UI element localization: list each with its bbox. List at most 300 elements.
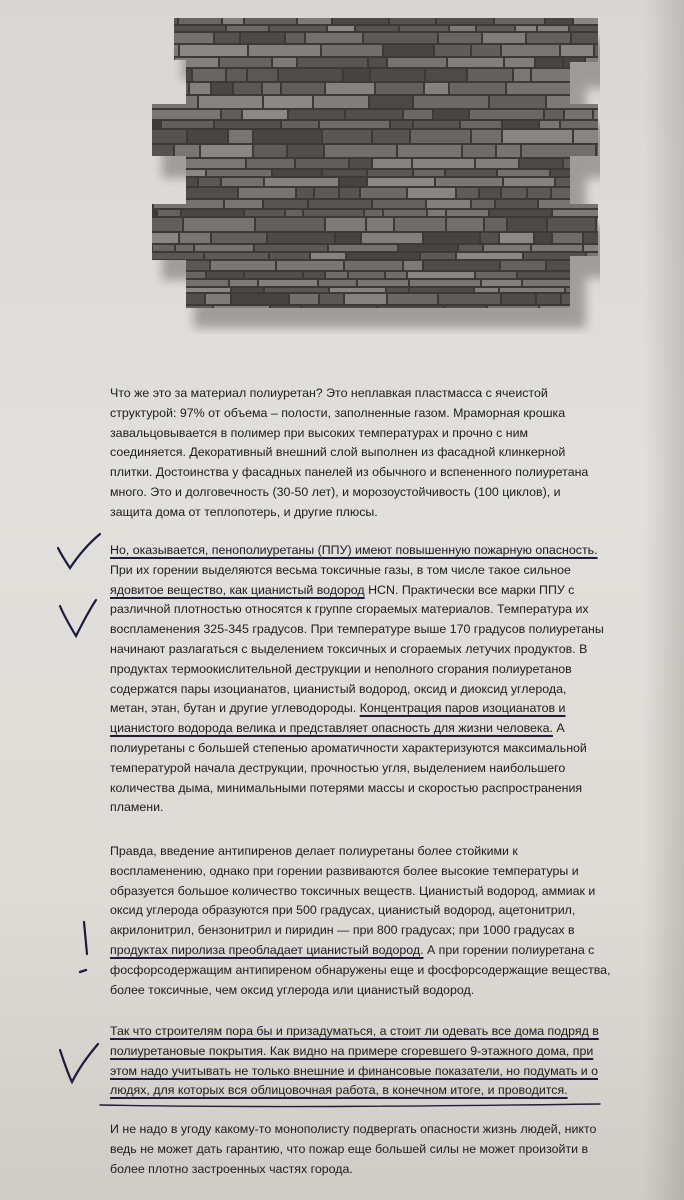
- stone-brick: [500, 233, 533, 243]
- stone-brick: [193, 69, 225, 81]
- stone-brick: [476, 159, 518, 168]
- paragraph-2: [110, 541, 630, 818]
- stone-brick: [365, 210, 382, 216]
- text-line-partial-underline: цианистого водорода велика и представляет опасность для жизни человека. А: [110, 721, 565, 736]
- stone-brick: [212, 83, 232, 94]
- stone-brick: [485, 218, 506, 231]
- stone-brick: [207, 272, 243, 278]
- stone-brick: [184, 218, 254, 231]
- stone-brick: [561, 121, 600, 128]
- stone-brick: [152, 145, 173, 157]
- text-line: плитки. Достоинства у фасадных панелей из обычного и вспененного полиуретана: [110, 465, 589, 480]
- stone-brick: [399, 245, 457, 251]
- stone-brick: [391, 121, 412, 128]
- stone-brick: [156, 288, 230, 292]
- stone-brick: [349, 272, 384, 278]
- stone-brick: [146, 45, 178, 56]
- stone-brick: [207, 170, 271, 176]
- stone-brick: [387, 288, 408, 292]
- stone-brick: [536, 58, 562, 67]
- text-line: воспламенения 325-345 градусов. При температуре выше 170 градусов полиуретаны: [110, 622, 604, 637]
- stone-brick: [174, 280, 228, 286]
- stone-brick: [516, 26, 536, 31]
- text-line-partial-underline: метан, этан, бутан и другие углеводороды. Концентрация паров изоцианатов и: [110, 701, 566, 716]
- stone-brick: [395, 218, 445, 231]
- text-line: образуется большое количество токсичных веществ. Цианистый водород, аммиак и: [110, 883, 596, 898]
- stone-brick: [273, 58, 296, 67]
- stone-brick: [457, 253, 522, 259]
- stone-brick: [320, 121, 389, 128]
- stone-brick: [180, 233, 210, 243]
- stone-brick: [388, 294, 437, 304]
- stone-brick: [145, 294, 204, 304]
- stone-brick: [270, 253, 309, 259]
- stone-brick: [151, 188, 184, 198]
- stone-brick: [414, 96, 488, 108]
- stone-brick: [215, 33, 239, 43]
- stone-brick: [320, 294, 343, 304]
- stone-brick: [199, 178, 220, 186]
- stone-brick: [215, 121, 280, 128]
- stone-brick: [373, 200, 425, 208]
- stone-brick: [247, 159, 294, 168]
- stone-brick: [500, 288, 564, 292]
- stone-brick: [277, 261, 343, 270]
- stone-brick: [404, 261, 422, 270]
- stone-brick: [152, 26, 225, 31]
- stone-brick: [256, 218, 324, 231]
- stone-brick: [234, 83, 261, 94]
- text-line: много. Это и долговечность (30-50 лет), и морозоустойчивость (100 циклов), и: [110, 484, 561, 499]
- stone-brick: [333, 16, 388, 24]
- stone-brick: [154, 200, 223, 208]
- stone-brick: [413, 159, 474, 168]
- text-line-underlined: людях, для которых вся облицовочная работа, в конечном итоге, и проводится.: [110, 1083, 568, 1098]
- stone-brick: [426, 69, 466, 81]
- stone-brick: [222, 178, 263, 186]
- stone-brick: [404, 110, 432, 119]
- stone-brick: [286, 210, 302, 216]
- stone-brick: [323, 170, 366, 176]
- stone-brick: [388, 58, 446, 67]
- stone-brick: [225, 200, 262, 208]
- stone-brick: [503, 121, 538, 128]
- stone-brick: [502, 294, 535, 304]
- text-line: ведь не может дать гарантию, что пожар еще большей силы не может произойти в: [110, 1141, 589, 1156]
- stone-brick: [390, 16, 435, 24]
- stone-brick: [540, 121, 559, 128]
- stone-brick: [153, 245, 174, 251]
- stone-brick: [434, 110, 468, 119]
- text-line: Правда, введение антипиренов делает полиуретаны более стойкими к: [110, 844, 518, 858]
- stone-brick: [206, 294, 230, 304]
- stone-brick: [345, 294, 386, 304]
- stone-brick: [535, 233, 551, 243]
- stone-brick: [539, 200, 600, 208]
- stone-brick: [259, 280, 317, 286]
- stone-brick: [211, 261, 275, 270]
- stone-brick: [356, 26, 398, 31]
- stone-brick: [548, 218, 595, 231]
- stone-brick: [561, 45, 593, 56]
- stone-brick: [502, 188, 526, 198]
- stone-brick: [297, 188, 313, 198]
- stone-brick: [152, 96, 197, 108]
- stone-brick: [414, 170, 444, 176]
- stone-brick: [340, 178, 366, 186]
- stone-brick: [241, 33, 284, 43]
- stone-brick: [408, 272, 474, 278]
- stone-brick: [298, 58, 367, 67]
- text-line: начинают разлагаться с выделением токсичных и сгораемых летучих продуктов. В: [110, 641, 588, 656]
- stone-brick: [468, 69, 512, 81]
- stone-brick: [498, 170, 549, 176]
- stone-brick: [222, 110, 241, 119]
- stone-brick: [570, 26, 600, 31]
- stone-brick: [427, 200, 470, 208]
- stone-brick: [188, 130, 227, 143]
- stone-brick: [158, 210, 180, 216]
- stone-brick: [472, 200, 494, 208]
- stone-brick: [502, 45, 559, 56]
- stone-brick: [457, 188, 478, 198]
- stone-brick: [537, 294, 560, 304]
- stone-brick: [362, 233, 422, 243]
- stone-brick: [248, 69, 277, 81]
- stone-brick: [245, 272, 302, 278]
- stone-brick: [574, 16, 600, 24]
- stone-brick: [323, 130, 371, 143]
- stone-brick: [504, 178, 554, 186]
- stone-brick: [507, 83, 577, 94]
- stone-brick: [264, 96, 312, 108]
- stone-brick: [223, 16, 243, 24]
- stone-brick: [384, 210, 426, 216]
- text-line: соединяется. Декоративный внешний слой выполнен из фасадной клинкерной: [110, 445, 566, 460]
- stone-brick: [175, 58, 218, 67]
- paragraph-1: [110, 384, 630, 523]
- stone-brick: [437, 16, 493, 24]
- stone-brick: [368, 170, 412, 176]
- stone-brick: [180, 45, 247, 56]
- stone-brick: [148, 218, 182, 231]
- stone-brick: [311, 253, 345, 259]
- text-line: защита дома от теплопотерь, и другие плюсы.: [110, 504, 378, 519]
- stone-brick: [373, 159, 411, 168]
- stone-brick: [436, 178, 502, 186]
- paragraph-5: [110, 1120, 630, 1179]
- stone-brick: [152, 33, 213, 43]
- stone-brick: [282, 121, 318, 128]
- text-line-underlined: полиуретановые покрытия. Как видно на примере сгоревшего 9-этажного дома, при: [110, 1043, 594, 1058]
- stone-brick: [330, 288, 385, 292]
- stone-brick: [144, 178, 197, 186]
- stone-brick: [249, 45, 320, 56]
- stone-brick: [364, 33, 437, 43]
- stone-brick: [182, 210, 243, 216]
- stone-brick: [361, 188, 406, 198]
- stone-brick: [528, 188, 550, 198]
- stone-brick: [227, 69, 246, 81]
- text-line: содержатся пары изоцианатов, цианистый водород, оксид и диоксид углерода,: [110, 681, 567, 696]
- text-line: акрилонитрил, бензонитрил и пиридин — при 800 градусах; при 1000 градусах в: [110, 923, 575, 938]
- stone-panel-image: [130, 14, 600, 334]
- stone-brick: [546, 16, 572, 24]
- stone-brick: [584, 280, 600, 286]
- text-line: При их горении выделяются весьма токсичные газы, в том числе такое сильное: [110, 562, 571, 577]
- stone-brick: [232, 294, 288, 304]
- stone-brick: [424, 233, 479, 243]
- stone-brick: [186, 188, 237, 198]
- stone-brick: [495, 16, 544, 24]
- stone-brick: [476, 272, 516, 278]
- stone-brick: [384, 45, 433, 56]
- stone-brick: [367, 218, 393, 231]
- stone-brick: [336, 233, 360, 243]
- stone-brick: [282, 83, 324, 94]
- stone-brick: [373, 130, 409, 143]
- text-line: температурой начала деструкции, прочностью угля, выделением наибольшего: [110, 760, 566, 775]
- stone-brick: [243, 110, 287, 119]
- stone-brick: [482, 280, 521, 286]
- stone-brick: [508, 218, 546, 231]
- stone-brick: [270, 26, 326, 31]
- stone-brick: [230, 280, 257, 286]
- stone-brick: [263, 83, 280, 94]
- text-line: завальцовывается в полимер при высоких температурах и прочно с ним: [110, 425, 529, 440]
- stone-brick: [483, 33, 525, 43]
- stone-brick: [290, 294, 318, 304]
- stone-brick: [326, 83, 374, 94]
- stone-brick: [368, 178, 434, 186]
- stone-brick: [565, 110, 592, 119]
- stone-brick: [245, 16, 296, 24]
- stone-brick: [319, 280, 356, 286]
- stone-brick: [273, 170, 321, 176]
- stone-brick: [326, 272, 347, 278]
- stone-brick: [421, 253, 455, 259]
- stone-brick: [448, 58, 503, 67]
- text-line: более плотно застроенных частях города.: [110, 1161, 353, 1176]
- stone-brick: [532, 69, 575, 81]
- text-line: более токсичные, чем оксид углерода или цианистый водород.: [110, 982, 475, 997]
- paragraph-3: [110, 842, 630, 1000]
- stone-brick: [490, 96, 545, 108]
- stone-brick: [265, 288, 328, 292]
- stone-brick: [155, 16, 177, 24]
- stone-brick: [584, 233, 600, 243]
- stone-brick: [527, 33, 570, 43]
- stone-brick: [199, 96, 262, 108]
- page-shadow: [644, 0, 684, 1200]
- stone-brick: [501, 261, 545, 270]
- stone-brick: [450, 83, 505, 94]
- stone-brick: [532, 245, 582, 251]
- text-line: продуктах термоокислительной деструкции и неполного сгорания полиуретанов: [110, 661, 572, 676]
- stone-brick: [344, 69, 369, 81]
- stone-brick: [400, 26, 448, 31]
- stone-brick: [322, 45, 382, 56]
- stone-brick: [227, 26, 268, 31]
- stone-brick: [315, 188, 338, 198]
- stone-brick: [347, 253, 419, 259]
- text-line: структурой: 97% от объема – полости, заполненные газом. Мраморная крошка: [110, 405, 566, 420]
- stone-brick: [447, 210, 488, 216]
- stone-brick: [369, 58, 386, 67]
- stone-brick: [346, 110, 402, 119]
- stone-brick: [411, 130, 470, 143]
- stone-brick: [463, 145, 495, 157]
- stone-brick: [470, 110, 543, 119]
- stone-brick: [425, 83, 448, 94]
- stone-brick: [245, 210, 284, 216]
- text-line: И не надо в угоду какому-то монополисту подвергать опасности жизнь людей, никто: [110, 1122, 597, 1136]
- text-line: количества дыма, минимальными потерями массы и скоростью распространения: [110, 780, 583, 795]
- stone-brick: [545, 110, 563, 119]
- stone-brick: [268, 233, 334, 243]
- stone-brick: [212, 233, 266, 243]
- stone-brick: [148, 233, 178, 243]
- stone-brick: [480, 188, 500, 198]
- stone-brick: [298, 16, 331, 24]
- stone-brick: [484, 245, 530, 251]
- stone-brick: [414, 121, 459, 128]
- stone-brick: [518, 272, 571, 278]
- stone-brick: [279, 69, 342, 81]
- stone-brick: [490, 210, 551, 216]
- text-line-partial-underline: продуктах пиролиза преобладает цианистый водород. А при горении полиуретана с: [110, 942, 595, 957]
- stone-brick: [461, 121, 501, 128]
- stone-brick: [229, 130, 252, 143]
- stone-brick: [398, 145, 461, 157]
- stone-brick: [179, 16, 221, 24]
- stone-brick: [370, 96, 412, 108]
- stone-brick: [340, 188, 359, 198]
- stone-brick: [481, 233, 498, 243]
- stone-brick: [288, 145, 323, 157]
- text-line-underlined: Но, оказывается, пенополиуретаны (ППУ) имеют повышенную пожарную опасность.: [110, 543, 598, 557]
- text-line: полиуретаны с большей степенью ароматичности характеризуются максимальной: [110, 740, 587, 755]
- stone-brick: [446, 170, 496, 176]
- text-line: Что же это за материал полиуретан? Это неплавкая пластмасса с ячеистой: [110, 386, 548, 400]
- stone-brick: [428, 210, 445, 216]
- stone-brick: [239, 188, 295, 198]
- stone-brick: [175, 145, 199, 157]
- text-line: фосфорсодержащим антипиреном обнаружены еще и фосфорсодержащие вещества,: [110, 962, 611, 977]
- stone-brick: [205, 253, 268, 259]
- stone-brick: [358, 280, 408, 286]
- stone-brick: [254, 130, 321, 143]
- stone-brick: [410, 288, 473, 292]
- stone-brick: [152, 58, 173, 67]
- stone-brick: [439, 294, 500, 304]
- stone-brick: [190, 83, 210, 94]
- stone-brick: [472, 130, 501, 143]
- stone-brick: [220, 58, 271, 67]
- stone-brick: [144, 306, 173, 315]
- stone-brick: [264, 200, 307, 208]
- stone-brick: [408, 188, 455, 198]
- stone-brick: [594, 110, 600, 119]
- stone-brick: [477, 26, 514, 31]
- stone-brick: [289, 110, 344, 119]
- text-line: оксид углерода образуются при 500 градусах, цианистый водород, ацетонитрил,: [110, 903, 576, 918]
- stone-brick: [255, 245, 327, 251]
- stone-brick: [538, 26, 568, 31]
- stone-brick: [371, 69, 424, 81]
- stone-brick: [520, 159, 562, 168]
- stone-brick: [265, 178, 338, 186]
- text-line-partial-underline: ядовитое вещество, как цианистый водород HCN. Практически все марки ППУ с: [110, 582, 575, 597]
- stone-brick: [514, 69, 530, 81]
- text-line: воспламенению, однако при горении развиваются более высокие температуры и: [110, 863, 579, 878]
- stone-brick: [286, 33, 304, 43]
- stone-brick: [410, 280, 480, 286]
- stone-brick: [306, 33, 362, 43]
- stone-brick: [447, 218, 483, 231]
- stone-brick: [475, 288, 498, 292]
- stone-brick: [553, 210, 600, 216]
- stone-brick: [254, 145, 286, 157]
- text-line-underlined: Так что строителям пора бы и призадуматься, а стоит ли одевать все дома подряд в: [110, 1024, 599, 1038]
- stone-brick: [574, 130, 600, 143]
- stone-brick: [496, 200, 537, 208]
- stone-brick: [314, 96, 368, 108]
- stone-brick: [201, 145, 252, 157]
- paragraph-4: [110, 1022, 630, 1101]
- stone-brick: [152, 110, 220, 119]
- stone-brick: [503, 130, 572, 143]
- stone-brick: [329, 245, 397, 251]
- stone-brick: [156, 83, 188, 94]
- stone-brick: [195, 245, 253, 251]
- stone-brick: [459, 245, 482, 251]
- stone-brick: [162, 121, 213, 128]
- stone-brick: [350, 159, 371, 168]
- stone-brick: [584, 245, 600, 251]
- stone-brick: [505, 58, 534, 67]
- stone-brick: [325, 145, 396, 157]
- stone-brick: [376, 83, 423, 94]
- stone-brick: [435, 45, 470, 56]
- stone-brick: [180, 159, 245, 168]
- stone-brick: [309, 200, 371, 208]
- text-line: пламени.: [110, 800, 164, 815]
- stone-brick: [328, 26, 354, 31]
- stone-brick: [153, 280, 172, 286]
- stone-brick: [386, 272, 406, 278]
- stone-brick: [146, 130, 186, 143]
- stone-brick: [472, 45, 500, 56]
- stone-brick: [439, 33, 481, 43]
- text-line: различной плотностью относятся к группе сгораемых материалов. Температура их: [110, 602, 589, 617]
- stone-brick: [497, 145, 520, 157]
- stone-brick: [450, 26, 475, 31]
- stone-brick: [147, 253, 203, 259]
- stone-brick: [232, 288, 263, 292]
- stone-brick: [296, 159, 348, 168]
- stone-brick: [553, 233, 582, 243]
- stone-brick: [522, 145, 595, 157]
- text-line-underlined: этом надо учитывать не только внешние и финансовые показатели, но подумать и о: [110, 1063, 599, 1078]
- stone-brick: [304, 210, 363, 216]
- stone-brick: [304, 272, 324, 278]
- stone-brick: [572, 33, 600, 43]
- stone-brick: [424, 261, 499, 270]
- stone-brick: [176, 245, 193, 251]
- stone-brick: [345, 261, 402, 270]
- stone-brick: [326, 218, 365, 231]
